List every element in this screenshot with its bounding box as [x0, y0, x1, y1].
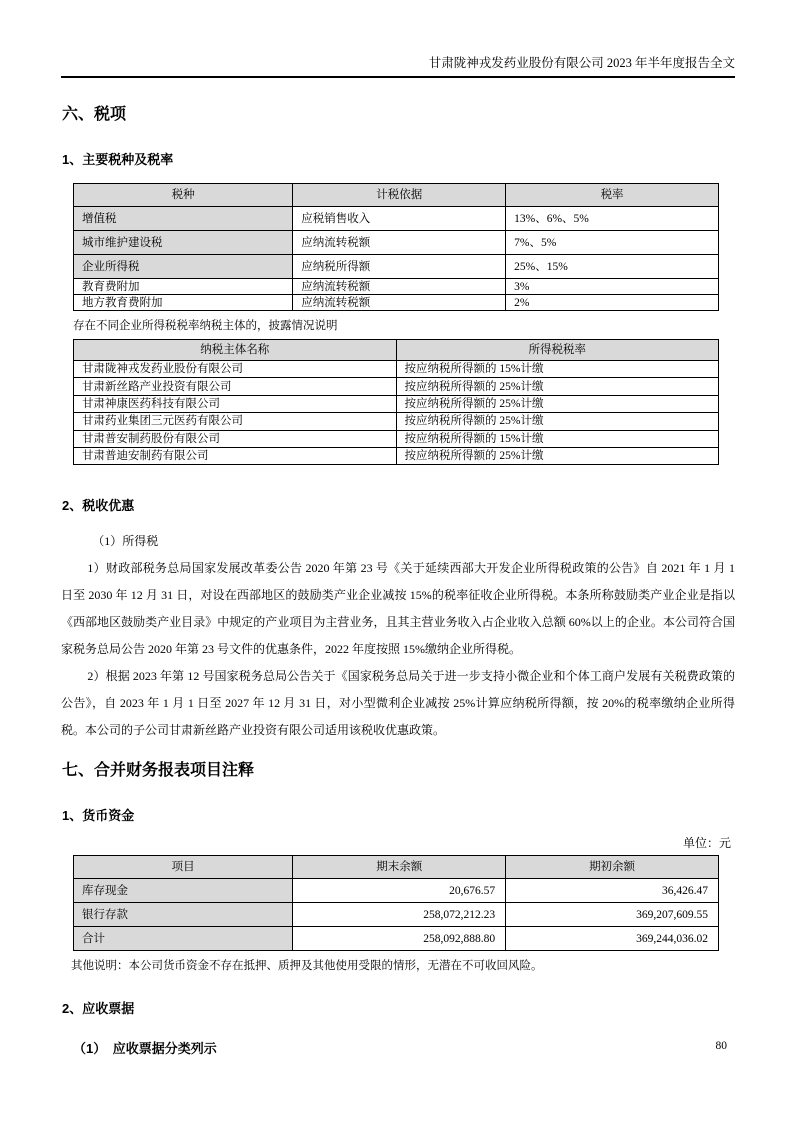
table-cell: 库存现金 [74, 879, 293, 903]
table-row [74, 879, 719, 903]
tax-incentive-paragraph-1: 1）财政部税务总局国家发展改革委公告 2020 年第 23 号《关于延续西部大开发企业所得税政策的公告》自 2021 年 1 月 1 日至 2030 年 12 月 31 日，对设在西部地区的鼓励类产业企业减按 15%的税率征收企业所得税。本条所称鼓励类产业企业是指以《西部地区鼓励类产业目录》中规定的产业项目为主营业务，且其主营业务收入占企业收入总额 60%以上的企业。本公司符合国家税务总局公告 2020 年第 23 号文件的优惠条件，2022 年度按照 15%缴纳企业所得税。 [61, 561, 735, 657]
subsection-heading-main-taxes: 1、主要税种及税率 [62, 152, 174, 167]
column-header: 税种 [74, 184, 293, 207]
table-cell: 按应纳税所得额的 25%计缴 [396, 447, 719, 464]
column-header: 纳税主体名称 [74, 340, 397, 361]
table-cell: 20,676.57 [293, 879, 506, 903]
table-row [74, 295, 719, 311]
column-header: 期初余额 [506, 856, 719, 879]
taxpayer-entity-table [73, 339, 719, 465]
table-cell: 应纳流转税额 [293, 231, 506, 255]
table-row [74, 231, 719, 255]
disclosure-note: 存在不同企业所得税税率纳税主体的，披露情况说明 [73, 320, 338, 332]
table-cell: 369,207,609.55 [506, 903, 719, 927]
section-heading-taxes: 六、税项 [62, 106, 127, 123]
table-cell: 258,072,212.23 [293, 903, 506, 927]
income-tax-subheading: （1）所得税 [92, 534, 159, 549]
table-row [74, 207, 719, 231]
table-row [74, 255, 719, 279]
table-cell: 甘肃神康医药科技有限公司 [74, 395, 397, 412]
table-cell: 2% [506, 295, 719, 311]
table-cell: 应税销售收入 [293, 207, 506, 231]
table-row [74, 447, 719, 464]
table-cell: 按应纳税所得额的 15%计缴 [396, 430, 719, 447]
table-cell: 增值税 [74, 207, 293, 231]
table-row [74, 430, 719, 447]
tax-incentive-paragraph-2: 2）根据 2023 年第 12 号国家税务总局公告关于《国家税务总局关于进一步支持小微企业和个体工商户发展有关税费政策的公告》，自 2023 年 1 月 1 日至 2027 年 12 月 31 日，对小型微利企业减按 25%计算应纳税所得额，按 20%的税率缴纳企业所得税。本公司的子公司甘肃新丝路产业投资有限公司适用该税收优惠政策。 [61, 669, 735, 738]
table-cell: 36,426.47 [506, 879, 719, 903]
unit-label: 单位：元 [682, 836, 731, 851]
table-header-row [74, 184, 719, 207]
column-header: 所得税税率 [396, 340, 719, 361]
table-cell: 369,244,036.02 [506, 927, 719, 951]
tax-rate-table [73, 183, 719, 311]
subsection-heading-monetary-funds: 1、货币资金 [62, 808, 135, 824]
monetary-funds-table [73, 855, 719, 951]
column-header: 期末余额 [293, 856, 506, 879]
table-cell: 甘肃陇神戎发药业股份有限公司 [74, 361, 397, 378]
column-header: 税率 [506, 184, 719, 207]
table-cell: 甘肃新丝路产业投资有限公司 [74, 378, 397, 395]
table-row [74, 413, 719, 430]
column-header: 计税依据 [293, 184, 506, 207]
table-row [74, 279, 719, 295]
table-header-row [74, 340, 719, 361]
table-cell: 13%、6%、5% [506, 207, 719, 231]
table-cell: 258,092,888.80 [293, 927, 506, 951]
table-cell: 25%、15% [506, 255, 719, 279]
table-cell: 银行存款 [74, 903, 293, 927]
table-cell: 甘肃普安制药股份有限公司 [74, 430, 397, 447]
table-cell: 3% [506, 279, 719, 295]
table-cell: 按应纳税所得额的 15%计缴 [396, 361, 719, 378]
table-cell: 应纳流转税额 [293, 279, 506, 295]
monetary-funds-other-note: 其他说明：本公司货币资金不存在抵押、质押及其他使用受限的情形，无潜在不可收回风险。 [71, 960, 543, 973]
table-row [74, 903, 719, 927]
table-cell: 城市维护建设税 [74, 231, 293, 255]
subsection-heading-tax-incentives: 2、税收优惠 [62, 498, 135, 514]
table-cell: 合计 [74, 927, 293, 951]
table-row [74, 395, 719, 412]
table-cell: 甘肃药业集团三元医药有限公司 [74, 413, 397, 430]
table-header-row [74, 856, 719, 879]
table-row [74, 927, 719, 951]
table-cell: 教育费附加 [74, 279, 293, 295]
table-cell: 甘肃普迪安制药有限公司 [74, 447, 397, 464]
table-cell: 按应纳税所得额的 25%计缴 [396, 413, 719, 430]
subsection-heading-notes-receivable: 2、应收票据 [62, 1001, 135, 1017]
notes-receivable-classification-heading: （1） 应收票据分类列示 [73, 1041, 217, 1057]
table-cell: 按应纳税所得额的 25%计缴 [396, 378, 719, 395]
section-heading-consolidated-notes: 七、合并财务报表项目注释 [62, 762, 255, 780]
table-cell: 地方教育费附加 [74, 295, 293, 311]
table-cell: 企业所得税 [74, 255, 293, 279]
table-cell: 按应纳税所得额的 25%计缴 [396, 395, 719, 412]
table-row [74, 378, 719, 395]
table-cell: 7%、5% [506, 231, 719, 255]
table-cell: 应纳流转税额 [293, 295, 506, 311]
column-header: 项目 [74, 856, 293, 879]
page-number: 80 [715, 1040, 727, 1052]
document-header-title: 甘肃陇神戎发药业股份有限公司 2023 年半年度报告全文 [61, 55, 735, 78]
table-cell: 应纳税所得额 [293, 255, 506, 279]
table-row [74, 361, 719, 378]
